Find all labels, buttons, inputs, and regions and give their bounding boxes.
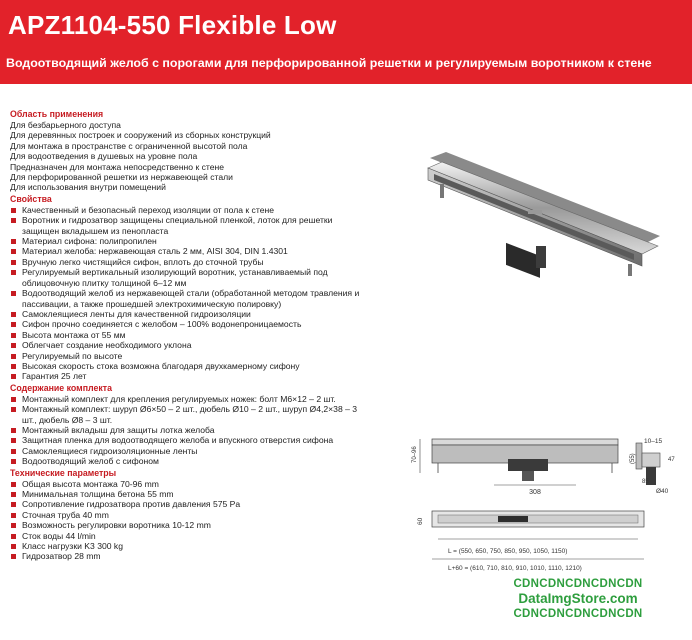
siphon-body — [506, 243, 540, 278]
bullet-item: Гидрозатвор 28 mm — [10, 551, 370, 561]
bullet-item: Сточная труба 40 mm — [10, 510, 370, 520]
channel-top — [428, 162, 658, 254]
dim-70-96: 70–96 — [412, 446, 418, 463]
application-item: Для использования внутри помещений — [10, 182, 166, 193]
specs-heading: Технические параметры — [10, 467, 117, 478]
dim-85: 85 — [642, 479, 649, 485]
application-item: Предназначен для монтажа непосредственно к стене — [10, 161, 225, 172]
bullet-item: Облегчает создание необходимого уклона — [10, 340, 370, 350]
application-item: Для деревянных построек и сооружений из сборных конструкций — [10, 130, 271, 141]
bullet-item: Самоклеящиеся гидроизоляционные ленты — [10, 446, 370, 456]
bullet-item: Вручную легко чистящийся сифон, вплоть до сточной трубы — [10, 257, 370, 267]
bullet-item: Высота монтажа от 55 мм — [10, 330, 370, 340]
bullet-item: Водоотводящий желоб из нержавеющей стали (обработанной методом травления и пассивации, а также прошедшей электрохимическую полировку) — [10, 288, 370, 309]
bullet-item: Высокая скорость стока возможна благодаря двухкамерному сифону — [10, 361, 370, 371]
header-banner — [0, 0, 692, 84]
page-title: APZ1104-550 Flexible Low — [8, 10, 337, 40]
bullet-item: Сопротивление гидрозатвора против давления 575 Pa — [10, 499, 370, 509]
dim-308: 308 — [529, 489, 541, 496]
bullet-item: Монтажный вкладыш для защиты лотка желоба — [10, 425, 370, 435]
bullet-item: Регулируемый по высоте — [10, 351, 370, 361]
bullet-item: Водоотводящий желоб с сифоном — [10, 456, 370, 466]
foot-right — [628, 264, 632, 276]
watermark-site: DataImgStore.com — [518, 591, 638, 606]
bullet-item: Качественный и безопасный переход изоляции от пола к стене — [10, 205, 370, 215]
bullet-item: Самоклеящиеся ленты для качественной гидроизоляции — [10, 309, 370, 319]
specs-list — [10, 479, 370, 562]
application-item: Для перфорированной решетки из нержавеющей стали — [10, 172, 233, 183]
foot-mid — [528, 210, 542, 214]
front-collar — [432, 439, 618, 445]
bullet-item: Возможность регулировки воротника 10-12 mm — [10, 520, 370, 530]
dim-47: 47 — [668, 457, 675, 463]
bullet-item: Класс нагрузки K3 300 kg — [10, 541, 370, 551]
bullet-item: Воротник и гидрозатвор защищены специальной пленкой, лоток для решетки защищен вкладышем из пенопласта — [10, 215, 370, 236]
dim-L: L = (550, 650, 750, 850, 950, 1050, 1150) — [448, 548, 568, 555]
bullet-item: Минимальная толщина бетона 55 mm — [10, 489, 370, 499]
application-item: Для безбарьерного доступа — [10, 120, 121, 130]
technical-drawing — [398, 425, 676, 575]
dim-L60: L+60 = (610, 710, 810, 910, 1010, 1110, 1210) — [448, 565, 582, 572]
bullet-item: Защитная пленка для водоотводящего желоба и впускного отверстия сифона — [10, 435, 370, 445]
bullet-item: Монтажный комплект для крепления регулируемых ножек: болт М6×12 – 2 шт. — [10, 394, 370, 404]
top-siphon — [498, 516, 528, 522]
side-collar — [636, 443, 642, 469]
application-item: Для водоотведения в душевых на уровне пола — [10, 151, 198, 162]
spec-text — [10, 108, 370, 562]
bullet-item: Сток воды 44 l/min — [10, 531, 370, 541]
bullet-item: Гарантия 25 лет — [10, 371, 370, 381]
dim-40: Ø40 — [656, 488, 669, 495]
dim-60: 60 — [417, 517, 424, 525]
top-grate — [438, 515, 638, 523]
bullet-item: Сифон прочно соединяется с желобом – 100% водонепроницаемость — [10, 319, 370, 329]
collar-wall — [430, 152, 660, 244]
watermark-top: CDNCDNCDNCDNCDN — [513, 578, 643, 590]
dim-55: (55) — [630, 453, 636, 464]
page-subtitle: Водоотводящий желоб с порогами для перфорированной решетки и регулируемым воротником к стене — [6, 56, 652, 70]
side-channel — [642, 453, 660, 467]
application-list — [10, 120, 370, 193]
watermark-bottom: CDNCDNCDNCDNCDN — [513, 608, 643, 620]
drain-pipe — [536, 246, 546, 268]
properties-list — [10, 205, 370, 382]
bullet-item: Регулируемый вертикальный изолирующий воротник, устанавливаемый под облицовочную плитку толщиной 6–12 мм — [10, 267, 370, 288]
bullet-item: Монтажный комплект: шуруп Ø6×50 – 2 шт., дюбель Ø10 – 2 шт., шуруп Ø4,2×38 – 3 шт., дюбель Ø8 – 3 шт. — [10, 404, 370, 425]
front-outlet — [522, 471, 534, 481]
application-heading: Область применения — [10, 109, 104, 119]
kit-heading: Содержание комплекта — [10, 382, 112, 393]
bullet-item: Общая высота монтажа 70-96 mm — [10, 479, 370, 489]
foot-left — [440, 184, 444, 198]
watermark — [498, 578, 658, 620]
application-item: Для монтажа в пространстве с ограниченной высотой пола — [10, 140, 248, 151]
kit-list — [10, 394, 370, 467]
bullet-item: Материал сифона: полипропилен — [10, 236, 370, 246]
product-photo — [410, 150, 668, 280]
properties-heading: Свойства — [10, 193, 52, 204]
bullet-item: Материал желоба: нержавеющая сталь 2 мм, AISI 304, DIN 1.4301 — [10, 246, 370, 256]
front-siphon — [508, 459, 548, 471]
dim-10-15: 10–15 — [644, 438, 663, 445]
